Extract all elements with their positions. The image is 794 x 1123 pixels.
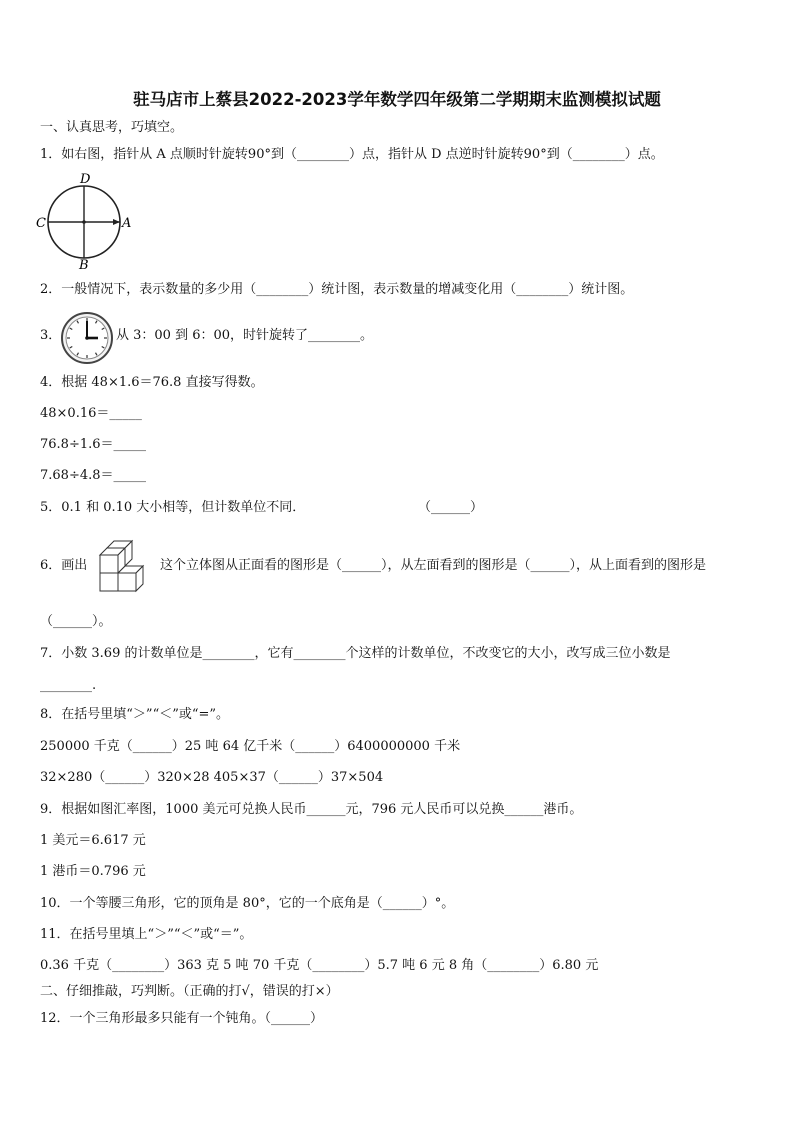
label-d: D (80, 172, 91, 187)
question-4-item-3: 7.68÷4.8＝_____ (40, 468, 147, 483)
label-b: B (79, 258, 89, 272)
question-7: 7．小数 3.69 的计数单位是________，它有________个这样的计数单位，不改变它的大小，改写成三位小数是 (40, 646, 671, 661)
question-4-item-1: 48×0.16＝_____ (40, 406, 142, 421)
arrow-head-icon (113, 219, 120, 225)
question-11-row: 0.36 千克（________）363 克 5 吨 70 千克（________）5.7 吨 6 元 8 角（________）6.80 元 (40, 958, 599, 973)
question-5: 5．0.1 和 0.10 大小相等，但计数单位不同． (40, 500, 306, 515)
question-3-number: 3． (40, 328, 62, 343)
question-5-blank: （______） (418, 500, 484, 515)
question-8-row-2: 32×280（______）320×28 405×37（______）37×504 (40, 770, 384, 785)
question-3-text: 从 3：00 到 6：00，时针旋转了________。 (116, 328, 374, 343)
question-9: 9．根据如图汇率图，1000 美元可兑换人民币______元，796 元人民币可以兑换______港币。 (40, 802, 583, 817)
question-12: 12．一个三角形最多只能有一个钝角。（______） (40, 1011, 324, 1026)
center-dot (82, 220, 86, 224)
question-4: 4．根据 48×1.6＝76.8 直接写得数。 (40, 375, 264, 390)
circle-diagram (34, 170, 138, 272)
question-11: 11．在括号里填上“＞”“＜”或“＝”。 (40, 927, 253, 942)
clock-icon (60, 311, 114, 365)
question-6-prefix: 6．画出 (40, 558, 88, 573)
section-heading-1: 一、认真思考，巧填空。 (40, 120, 184, 135)
question-8-row-1: 250000 千克（______）25 吨 64 亿千米（______）6400000000 千米 (40, 739, 461, 754)
cube-stack-figure (96, 535, 152, 595)
question-1: 1．如右图，指针从 A 点顺时针旋转90°到（________）点，指针从 D 点逆时针旋转90°到（________）点。 (40, 147, 664, 162)
page-title: 驻马店市上蔡县2022-2023学年数学四年级第二学期期末监测模拟试题 (133, 90, 661, 109)
question-2: 2．一般情况下，表示数量的多少用（________）统计图，表示数量的增减变化用（________）统计图。 (40, 282, 634, 297)
section-heading-2: 二、仔细推敲，巧判断。（正确的打√，错误的打×） (40, 984, 339, 999)
question-7-continued: ________. (40, 678, 97, 693)
question-10: 10．一个等腰三角形，它的顶角是 80°，它的一个底角是（______）°。 (40, 896, 455, 911)
question-4-item-2: 76.8÷1.6＝_____ (40, 437, 147, 452)
label-a: A (122, 216, 132, 231)
question-9-rate-1: 1 美元＝6.617 元 (40, 833, 146, 848)
question-9-rate-2: 1 港币＝0.796 元 (40, 864, 146, 879)
label-c: C (36, 216, 46, 231)
question-8: 8．在括号里填“＞”“＜”或“=”。 (40, 707, 230, 722)
question-6-continued: （______）。 (40, 614, 112, 629)
question-6-text: 这个立体图从正面看的图形是（______），从左面看到的图形是（______），从上面看到的图形是 (160, 558, 707, 573)
